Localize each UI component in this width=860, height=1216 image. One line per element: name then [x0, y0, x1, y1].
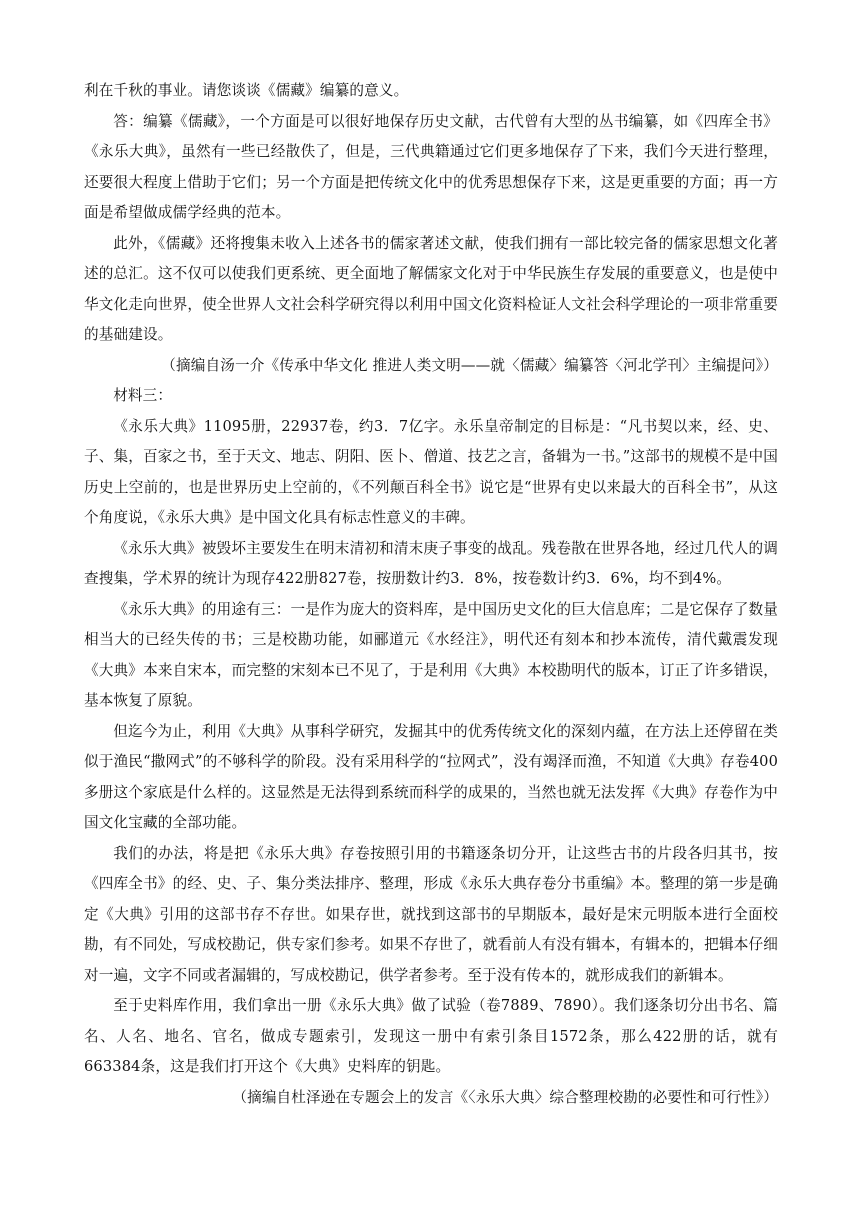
source-citation-tang-yijie: （摘编自汤一介《传承中华文化 推进人类文明——就〈儒藏〉编纂答〈河北学刊〉主编提问》）: [161, 356, 778, 374]
paragraph-our-approach: 我们的办法，将是把《永乐大典》存卷按照引用的书籍逐条切分开，让这些古书的片段各归其书，按《四库全书》的经、史、子、集分类法排序、整理，形成《永乐大典存卷分书重编》本。整理的第一步是确定《大典》引用的这部书存不存世。如果存世，就找到这部书的早期版本，最好是宋元明版本进行全面校勘，有不同处，写成校勘记，供专家们参考。如果不存世了，就看前人有没有辑本，有辑本的，把辑本仔细对一遍，文字不同或者漏辑的，写成校勘记，供学者参考。至于没有传本的，就形成我们的新辑本。: [84, 844, 778, 984]
paragraph-ruzang-supplement: 此外，《儒藏》还将搜集未收入上述各书的儒家著述文献，使我们拥有一部比较完备的儒家思想文化著述的总汇。这不仅可以使我们更系统、更全面地了解儒家文化对于中华民族生存发展的重要意义，也是使中华文化走向世界，使全世界人文社会科学研究得以利用中国文化资料检证人文社会科学理论的一项非常重要的基础建设。: [84, 234, 778, 343]
source-citation-du-zexun: （摘编自杜泽逊在专题会上的发言《〈永乐大典〉综合整理校勘的必要性和可行性》）: [232, 1088, 778, 1106]
paragraph-yongle-scale: 《永乐大典》11095册，22937卷，约3．7亿字。永乐皇帝制定的目标是：“凡书契以来，经、史、子、集，百家之书，至于天文、地志、阴阳、医卜、僧道、技艺之言，备辑为一书。”这部书的规模不是中国历史上空前的，也是世界历史上空前的，《不列颠百科全书》说它是“世界有史以来最大的百科全书”，从这个角度说，《永乐大典》是中国文化具有标志性意义的丰碑。: [84, 417, 778, 526]
paragraph-question-end: 利在千秋的事业。请您谈谈《儒藏》编纂的意义。: [84, 82, 409, 99]
material-three-label: 材料三：: [113, 387, 173, 404]
paragraph-answer: 答：编纂《儒藏》，一个方面是可以很好地保存历史文献，古代曾有大型的丛书编纂，如《四库全书》《永乐大典》，虽然有一些已经散佚了，但是，三代典籍通过它们更多地保存了下来，我们今天进行整理，还要很大程度上借助于它们；另一个方面是把传统文化中的优秀思想保存下来，这是更重要的方面；再一方面是希望做成儒学经典的范本。: [84, 112, 778, 221]
paragraph-yongle-damage: 《永乐大典》被毁坏主要发生在明末清初和清末庚子事变的战乱。残卷散在世界各地，经过几代人的调查搜集，学术界的统计为现存422册827卷，按册数计约3．8%，按卷数计约3．6%，均不到4%。: [84, 539, 778, 587]
paragraph-yongle-uses: 《永乐大典》的用途有三：一是作为庞大的资料库，是中国历史文化的巨大信息库；二是它保存了数量相当大的已经失传的书；三是校勘功能，如郦道元《水经注》，明代还有刻本和抄本流传，清代戴震发现《大典》本来自宋本，而完整的宋刻本已不见了，于是利用《大典》本校勘明代的版本，订正了许多错误，基本恢复了原貌。: [84, 600, 778, 709]
paragraph-historical-database: 至于史料库作用，我们拿出一册《永乐大典》做了试验（卷7889、7890）。我们逐条切分出书名、篇名、人名、地名、官名，做成专题索引，发现这一册中有索引条目1572条，那么422册的话，就有663384条，这是我们打开这个《大典》史料库的钥匙。: [84, 997, 778, 1075]
paragraph-research-method: 但迄今为止，利用《大典》从事科学研究，发掘其中的优秀传统文化的深刻内蕴，在方法上还停留在类似于渔民“撒网式”的不够科学的阶段。没有采用科学的“拉网式”，没有竭泽而渔，不知道《大典》存卷400多册这个家底是什么样的。这显然是无法得到系统而科学的成果的，当然也就无法发挥《大典》存卷作为中国文化宝藏的全部功能。: [84, 722, 778, 831]
